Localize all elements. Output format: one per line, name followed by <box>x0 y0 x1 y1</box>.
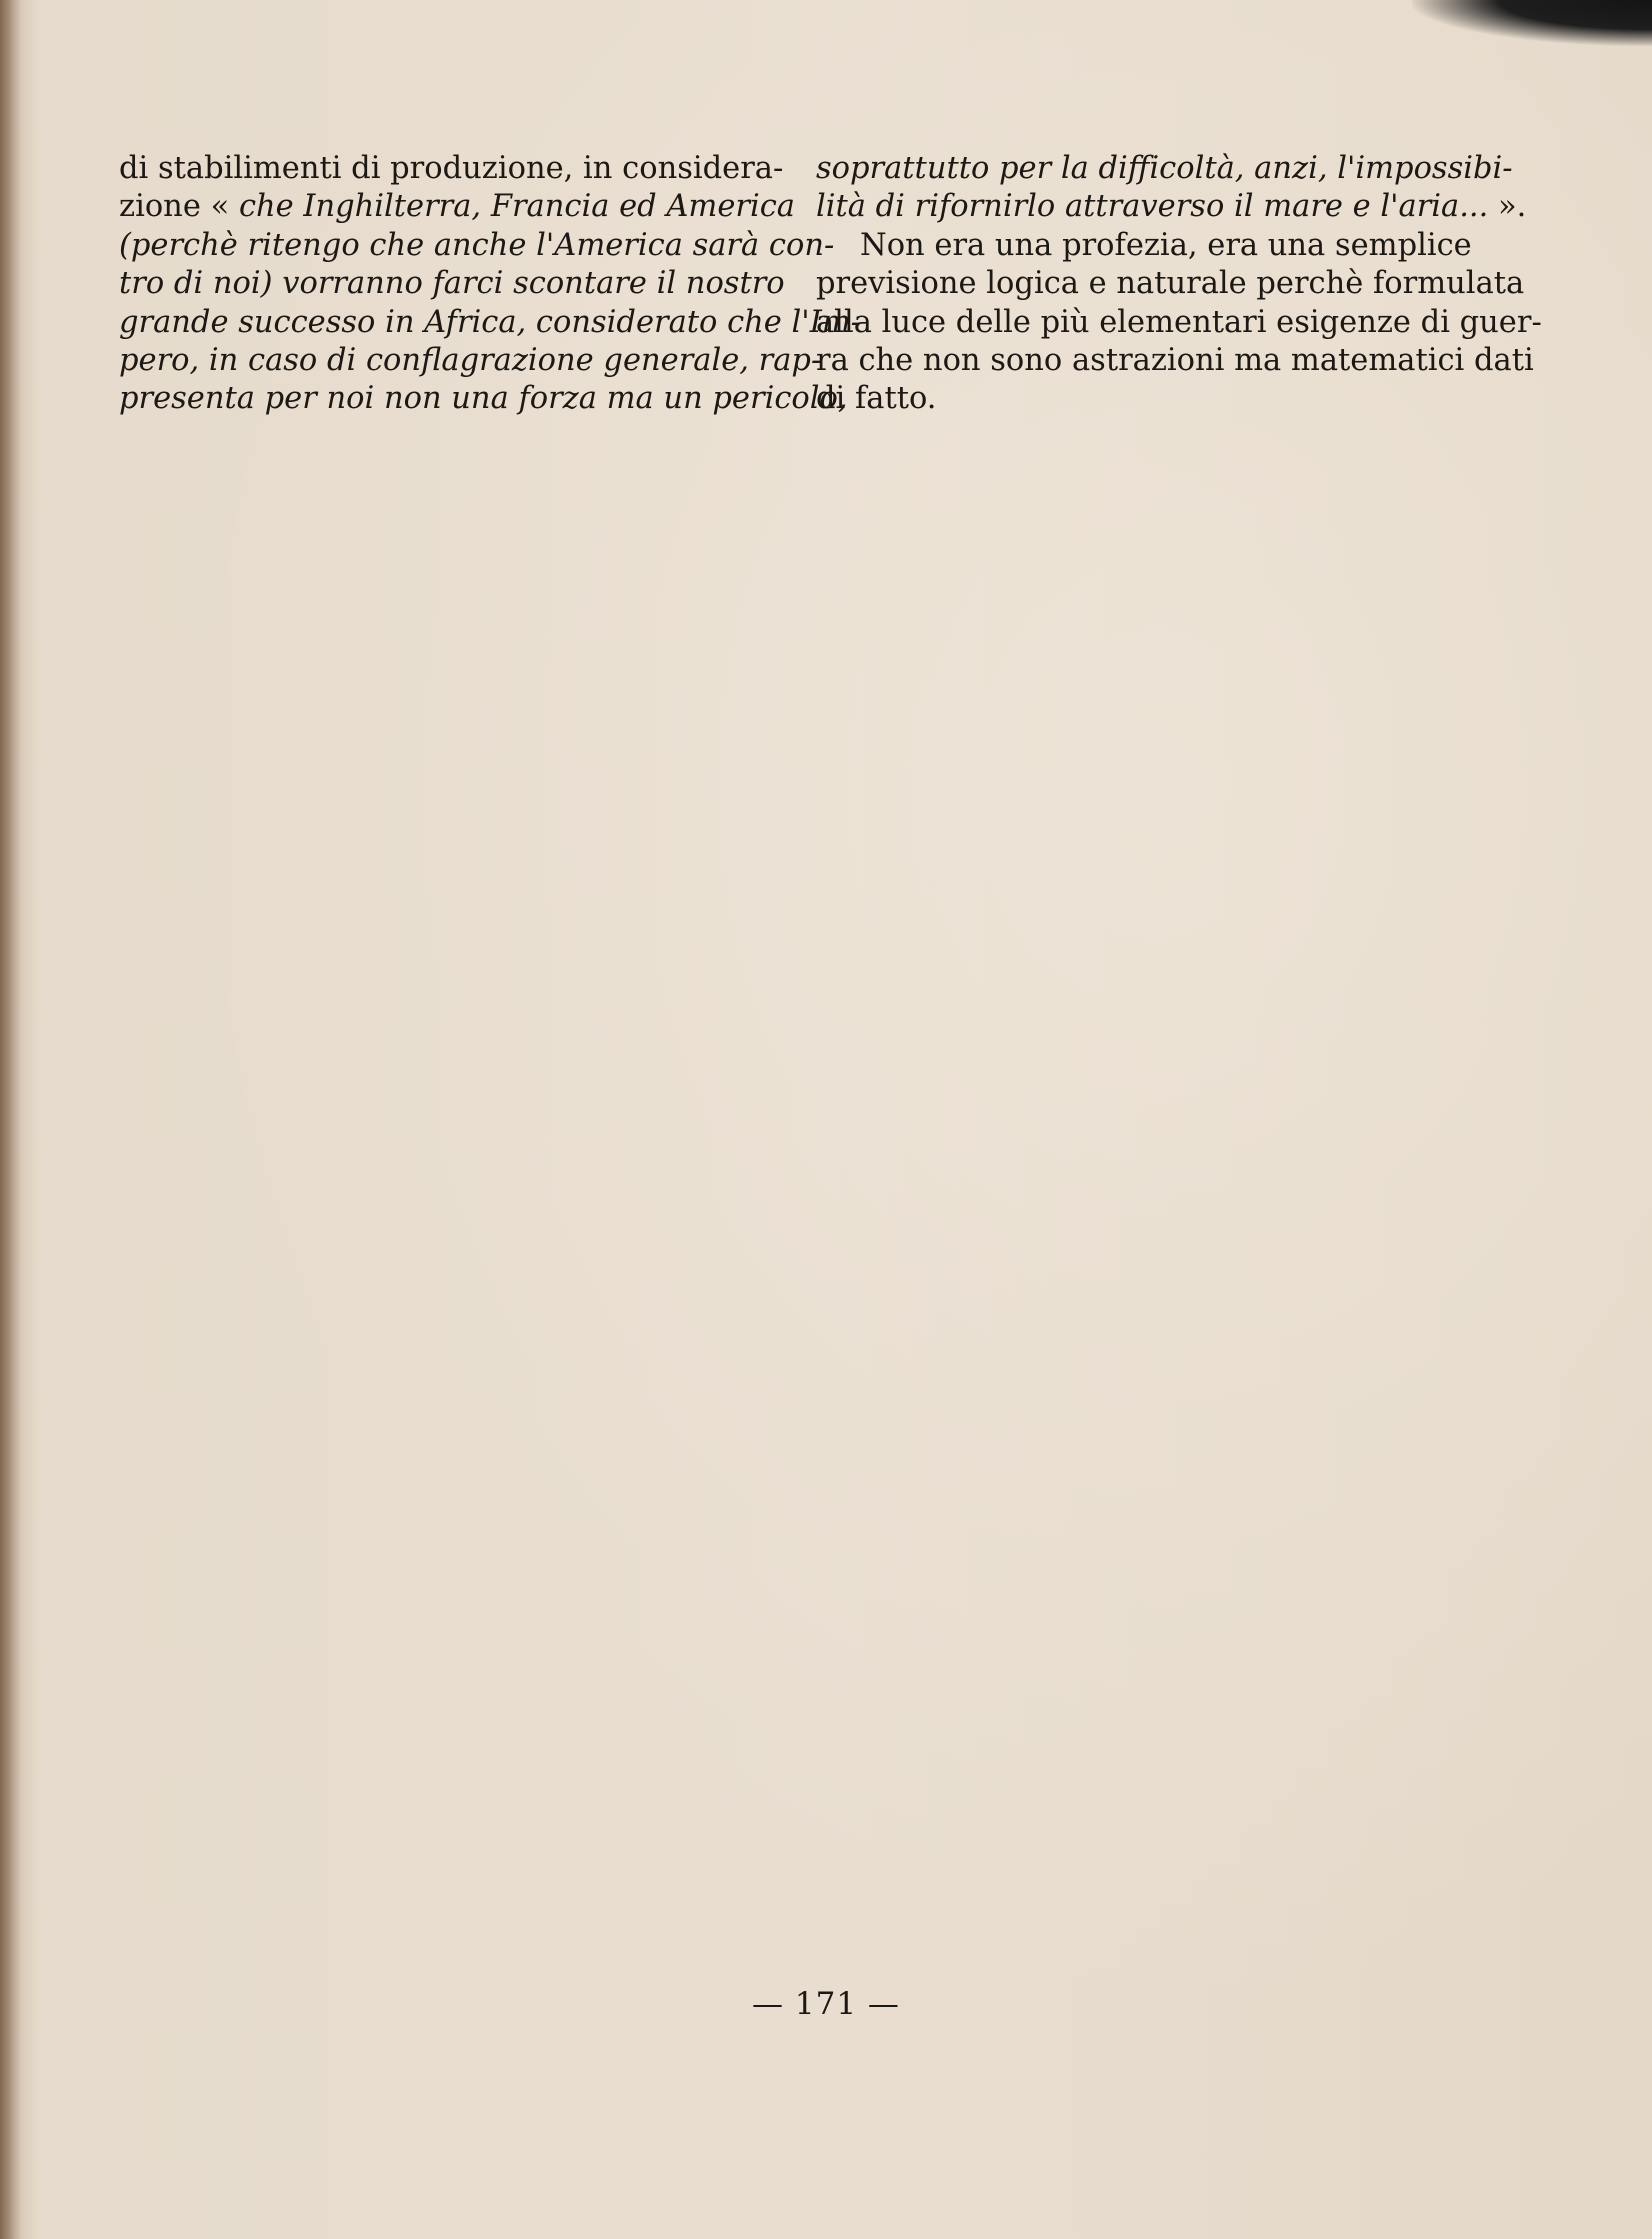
left-text-column <box>119 150 861 419</box>
roman-text: alla luce delle più elementari esigenze di guer- <box>816 304 1542 340</box>
roman-text: zione « <box>119 189 239 225</box>
italic-text: pero, in caso di conflagrazione generale, rap- <box>119 342 822 378</box>
text-line <box>119 227 835 265</box>
text-line <box>119 150 784 188</box>
text-line <box>119 380 848 418</box>
roman-text: di stabilimenti di produzione, in considera- <box>119 151 784 186</box>
page-number: — 171 — <box>752 1986 900 2022</box>
text-line <box>816 150 1513 188</box>
text-line <box>119 188 795 226</box>
roman-text: di fatto. <box>816 381 937 417</box>
text-line <box>816 265 1525 303</box>
italic-text: lità di rifornirlo attraverso il mare e l'aria... <box>816 189 1489 225</box>
italic-text: tro di noi) vorranno farci scontare il nostro <box>119 266 785 302</box>
roman-text: Non era una profezia, era una semplice <box>860 227 1472 263</box>
italic-text: presenta per noi non una forza ma un pericolo, <box>119 381 848 417</box>
roman-text: ra che non sono astrazioni ma matematici dati <box>816 342 1534 378</box>
text-line <box>816 342 1534 380</box>
text-line <box>816 304 1542 342</box>
italic-text: grande successo in Africa, considerato che l'Im- <box>119 304 861 340</box>
right-text-column <box>816 150 1542 419</box>
dark-corner <box>1412 0 1652 46</box>
text-line <box>119 265 785 303</box>
italic-text: soprattutto per la difficoltà, anzi, l'impossibi- <box>816 151 1513 186</box>
spine-shadow <box>0 0 22 2239</box>
roman-text: previsione logica e naturale perchè formulata <box>816 266 1525 302</box>
italic-text: (perchè ritengo che anche l'America sarà con- <box>119 227 835 263</box>
text-line <box>816 227 1472 265</box>
text-line <box>816 188 1527 226</box>
text-line <box>119 304 861 342</box>
italic-text: che Inghilterra, Francia ed America <box>238 189 795 225</box>
text-line <box>119 342 822 380</box>
text-line <box>816 380 1438 418</box>
roman-text: ». <box>1488 189 1527 225</box>
